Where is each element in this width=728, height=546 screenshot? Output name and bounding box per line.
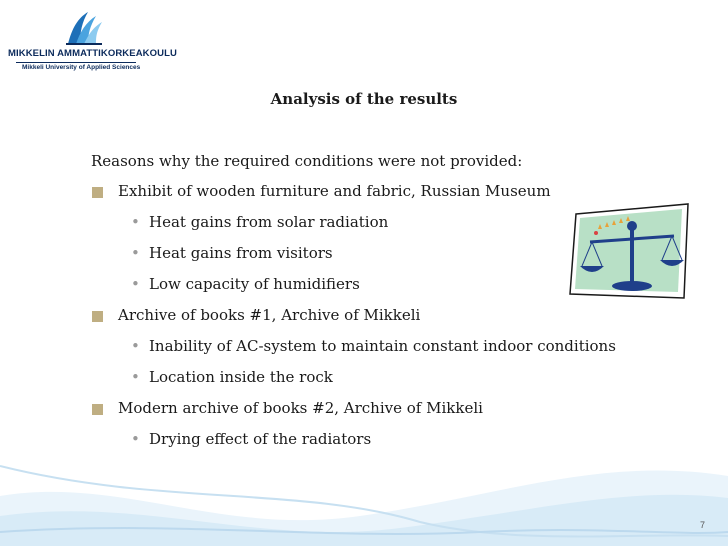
dot-bullet-icon: • bbox=[131, 337, 140, 355]
list-item-text: Modern archive of books #2, Archive of Mikkeli bbox=[118, 399, 483, 417]
logo-subtitle: Mikkeli University of Applied Sciences bbox=[22, 64, 141, 71]
dot-bullet-icon: • bbox=[131, 244, 140, 262]
square-bullet-icon bbox=[92, 404, 103, 415]
square-bullet-icon bbox=[92, 311, 103, 322]
dot-bullet-icon: • bbox=[131, 430, 140, 448]
slide-title: Analysis of the results bbox=[270, 90, 458, 108]
dot-bullet-icon: • bbox=[131, 213, 140, 231]
list-item bbox=[91, 300, 691, 331]
list-item-text: Heat gains from visitors bbox=[149, 244, 333, 262]
page-number: 7 bbox=[700, 520, 706, 530]
university-logo bbox=[8, 8, 177, 78]
list-item-text: Low capacity of humidifiers bbox=[149, 275, 360, 293]
intro-text: Reasons why the required conditions were not provided: bbox=[91, 152, 523, 170]
decorative-wave-icon bbox=[0, 436, 728, 546]
dot-bullet-icon: • bbox=[131, 275, 140, 293]
university-logo-mark bbox=[64, 8, 104, 46]
dot-bullet-icon: • bbox=[131, 368, 140, 386]
square-bullet-icon bbox=[92, 187, 103, 198]
list-item bbox=[91, 331, 691, 362]
list-item-text: Archive of books #1, Archive of Mikkeli bbox=[118, 306, 421, 324]
list-item-text: Drying effect of the radiators bbox=[149, 430, 372, 448]
list-item-text: Location inside the rock bbox=[149, 368, 333, 386]
list-item-text: Heat gains from solar radiation bbox=[149, 213, 389, 231]
list-item-text: Inability of AC-system to maintain constant indoor conditions bbox=[149, 337, 616, 355]
list-item bbox=[91, 393, 691, 424]
list-item bbox=[91, 362, 691, 393]
scales-of-justice-clipart bbox=[568, 200, 692, 302]
list-item-text: Exhibit of wooden furniture and fabric, Russian Museum bbox=[118, 182, 551, 200]
logo-rule bbox=[16, 62, 136, 63]
logo-name: MIKKELIN AMMATTIKORKEAKOULU bbox=[8, 48, 177, 59]
